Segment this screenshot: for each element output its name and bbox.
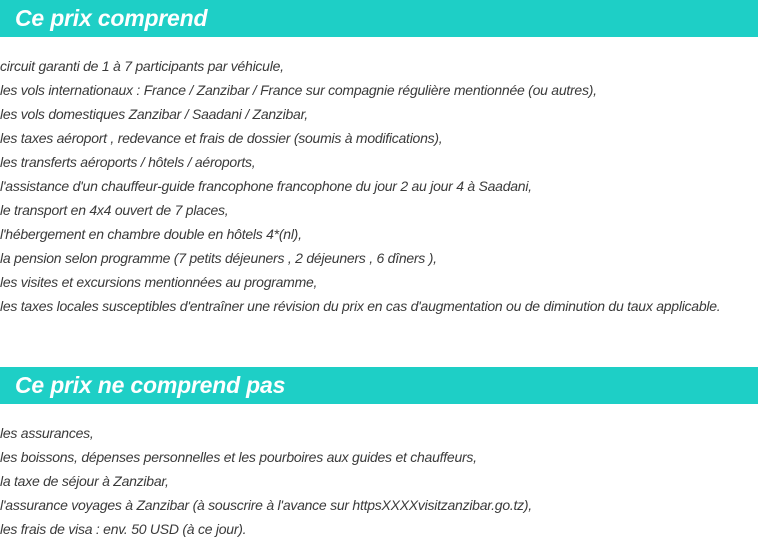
included-item: les taxes locales susceptibles d'entraîner une révision du prix en cas d'augmentation ou de diminution du taux applicable. — [0, 298, 721, 314]
excluded-item: les boissons, dépenses personnelles et les pourboires aux guides et chauffeurs, — [0, 449, 477, 465]
included-section-header — [0, 0, 758, 37]
included-item: les transferts aéroports / hôtels / aéroports, — [0, 154, 256, 170]
included-item: circuit garanti de 1 à 7 participants par véhicule, — [0, 58, 284, 74]
excluded-item: les frais de visa : env. 50 USD (à ce jour). — [0, 521, 247, 537]
included-item: les vols internationaux : France / Zanzibar / France sur compagnie régulière mentionnée (ou autres), — [0, 82, 597, 98]
included-item: l'hébergement en chambre double en hôtels 4*(nl), — [0, 226, 302, 242]
included-item: l'assistance d'un chauffeur-guide francophone francophone du jour 2 au jour 4 à Saadani, — [0, 178, 532, 194]
included-item: la pension selon programme (7 petits déjeuners , 2 déjeuners , 6 dîners ), — [0, 250, 437, 266]
excluded-section-title: Ce prix ne comprend pas — [15, 372, 286, 398]
included-section-title: Ce prix comprend — [15, 5, 208, 31]
excluded-items-list — [0, 421, 532, 541]
included-item: les vols domestiques Zanzibar / Saadani / Zanzibar, — [0, 106, 308, 122]
included-item: les visites et excursions mentionnées au programme, — [0, 274, 318, 290]
included-item: les taxes aéroport , redevance et frais de dossier (soumis à modifications), — [0, 130, 443, 146]
included-item: le transport en 4x4 ouvert de 7 places, — [0, 202, 229, 218]
excluded-item: les assurances, — [0, 425, 94, 441]
included-items-list — [0, 54, 720, 318]
excluded-item: l'assurance voyages à Zanzibar (à souscrire à l'avance sur httpsXXXXvisitzanzibar.go.tz), — [0, 497, 532, 513]
excluded-item: la taxe de séjour à Zanzibar, — [0, 473, 169, 489]
excluded-section-header — [0, 367, 758, 404]
